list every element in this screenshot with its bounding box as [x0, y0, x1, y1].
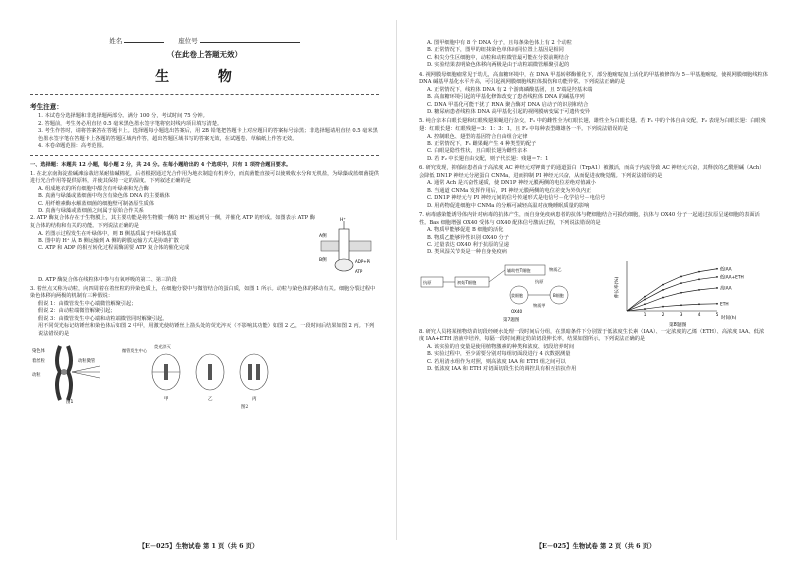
series-point [644, 296, 646, 298]
q2-option-d: D. ATP 酶复合体在线粒体中参与有氧呼吸的第二、第三阶段 [38, 277, 177, 284]
q1-option-d: D. 真菌与绿藻或蓝细菌之间属于原始合作关系 [38, 207, 144, 214]
series-point [662, 284, 664, 286]
name-blank [124, 42, 164, 43]
q6-option-a: A. 通常 Ach 是兴奋性递质，使 DN1P 神经元膜两侧的电位差绝对值减小 [427, 180, 596, 187]
chromosome-figure-1 [30, 342, 112, 404]
series-point [698, 289, 700, 291]
diagram-label-substance-a: 物质甲 [533, 302, 546, 308]
fig1-label-centromere: 着丝粒 [32, 359, 45, 365]
fig1-caption: 图1 [66, 400, 74, 405]
q3-hypothesis-3: 假说 3：由微管发生中心端和动粒端微管同时解聚引起。 [38, 315, 168, 322]
q7-option-b: B. 物质乙能够异性识别 OX40 分子 [427, 234, 509, 241]
fig2-label-quench: 荧光淬灭 [154, 344, 171, 350]
q4-option-c: C. DNA 甲基化可能干扰了 RNA 聚合酶对 DNA 启动子的识别和结合 [427, 101, 589, 108]
q3-option-c: C. 积尖分生区细胞中，动粒和动粒微管最可能在分裂前期结合 [427, 54, 569, 61]
atp-synthase-figure [317, 215, 379, 277]
series-point [644, 308, 646, 310]
q4-option-a: A. 正常情况下，线粒体 DNA 有 2 个游离磷酸基团，且 5'端是羟基末端 [427, 86, 593, 93]
fig-label-h: H⁺ [340, 218, 346, 224]
fig2-caption: 图2 [240, 405, 249, 411]
q7-option-a: A. 物质甲能够促进 B 细胞的活化 [427, 227, 504, 234]
q3-figures [30, 342, 379, 404]
q6-option-c: C. DN1P 神经元与 PI 神经元间的信号传递形式是电信号－化学信号－电信号 [427, 195, 606, 202]
q5-option-c: C. 白眼是隐性性状，且白眼长翅为雌性亲本 [427, 148, 528, 155]
diagram-label-antigen: 抗原 [423, 279, 432, 285]
chart-title: 第8题图 [669, 322, 687, 327]
q5-option-a: A. 控制眼色、翅型的基因符合自由组合定律 [427, 133, 528, 140]
name-label: 姓名 [109, 37, 123, 45]
q2-option-b: B. 图中的 H⁺ 从 B 侧运输到 A 侧的跨膜运输方式是协助扩散 [38, 237, 179, 244]
diagram-label-naive-t: 初始T细胞 [457, 279, 477, 285]
subject-title: 生 物 [155, 69, 254, 85]
note-1: 1. 本试卷分选择题和非选择题两部分。满分 100 分，考试时间 75 分钟。 [38, 113, 208, 119]
diagram-label-ox40: OX40 [511, 308, 523, 314]
q5-option-b: B. 正常情况下，F₁ 雌果蝇产生 4 种类型的配子 [427, 141, 537, 148]
notes-title: 考生注意： [30, 103, 63, 111]
section-1-title: 一、选择题：本题共 12 小题，每小题 2 分，共 24 分。在每小题给出的 4 个选项中，只有 1 项符合题目要求。 [30, 161, 292, 168]
x-tick-label: 4 [697, 311, 701, 317]
q2-block [30, 215, 379, 277]
page-right [397, 0, 794, 561]
series-point [662, 297, 664, 299]
series-point [698, 271, 700, 273]
immune-diagram [419, 257, 609, 323]
series-line [627, 269, 717, 311]
diagram-caption: 第7题图 [503, 317, 520, 323]
q4-stem: 4. 视网膜母细胞瘤常见于幼儿，高血糖环境中，在 DNA 甲基转移酶催化下，部分胞嘧啶加上活化的甲基被修饰为 5－甲基胞嘧啶，使视网膜细胞线粒体 DNA 碱基甲基化水平升高，可引起视网膜细胞线粒体损伤和功能异常。下列说法正确的是 [419, 71, 768, 86]
series-point [698, 278, 700, 280]
q6-option-b: B. 当通道 CNMa 发挥作用后，PI 神经元膜两侧的电位差变为外负内正 [427, 187, 592, 194]
note-3: 3. 考生作答时，请将答案答在答题卡上。选择题每小题选出答案后，用 2B 铅笔把答题卡上对应题目的答案标号涂黑；非选择题请用直径 0.5 毫米黑色墨水签字笔在答题卡上各题的答题区域内作答，超出答题区域书写的答案无效，在试题卷、草稿纸上作答无效。 [38, 128, 378, 142]
series-point [680, 292, 682, 294]
series-point [680, 282, 682, 284]
series-point [662, 306, 664, 308]
diagram-label-plasma-cell: 浆细胞 [511, 292, 523, 298]
q8-option-d: D. 低浓度 IAA 和 ETH 对切面切段生长的调控具有相互拮抗作用 [427, 366, 577, 373]
q2-option-c: C. ATP 和 ADP 的相互转化过程需酶需要 ATP 复合体的催化完成 [38, 245, 190, 252]
q5-option-d: D. 若 F₂ 中长翅自由交配，则子代长翅：残翅＝7：1 [427, 155, 549, 162]
q2-option-a: A. 若图示过程发生在叶绿体中，则 B 侧基质属于叶绿体基质 [38, 230, 177, 237]
q8-stem: 8. 研究人员将某植物幼苗切段经硬水处理一段时间后分组，在黑暗条件下分别置于低浓度生长素（IAA）、一定浓度的乙烯（ETH）、高浓度 IAA、低浓度 IAA+ETH 溶液中培养，每隔一段时间测定幼苗切段伸长率，结果如图所示。下列说法正确的是 [419, 328, 765, 343]
q1-option-a: A. 组成地衣的所有细胞中都含有叶绿素和光合酶 [38, 185, 149, 192]
fig-label-b-side: B侧 [319, 258, 327, 264]
seat-label: 座位号 [178, 37, 198, 45]
q1-option-b: B. 真菌与绿藻或蓝细菌中均含有染色体 DNA 的主要载体 [38, 193, 170, 200]
series-label: 低IAA [720, 267, 732, 273]
q7-stem: 7. 病毒感染能诱导体内针对病毒的抗体产生，而自身免疫病患者的抗体与靶细胞结合可损伤细胞，抗体与 OX40 分子一起通过抗原呈递细胞的表面活性。Bas 细胞增强 OX40 受体与 OX40 配体信号激活过程，下列说法错误的是 [419, 212, 760, 226]
series-line [627, 304, 717, 311]
fig2-label-jia: 甲 [164, 397, 169, 403]
series-point [680, 275, 682, 277]
q3-hypothesis-1: 假说 1：由微管发生中心端微管解聚引起； [38, 300, 137, 307]
seat-blank [200, 42, 300, 43]
q3-option-d: D. 实验结果表明染色体移向两极是由于动粒端微管解聚引起的 [427, 62, 570, 69]
note-4: 4. 本卷命题范围：高考范围。 [38, 143, 107, 150]
q5-stem: 5. 纯合亲本白眼长翅和红眼残翅果蝇进行杂交，F₁ 中的雌性全为红眼长翅，雄性全为白眼长翅。若 F₁ 中的个体自由交配，F₂ 表现为白眼长翅：白眼残翅：红眼长翅：红眼残翅＝3：1：3：1，且 F₂ 中每种表型雌雄各一半。下列说法错误的是 [419, 118, 766, 133]
diagram-label-substance-b: 物质乙 [549, 266, 562, 272]
series-label: ETH [720, 302, 729, 308]
fig1-label-chromosome: 染色体 [32, 349, 45, 355]
q3-option-a: A. 图甲细胞中有 8 个 DNA 分子，且每条染色体上有 2 个动粒 [427, 40, 572, 46]
q3-hypothesis-2: 假说 2：由动粒端微管解聚引起； [38, 308, 116, 315]
series-line [627, 288, 717, 311]
fig2-label-yi: 乙 [208, 397, 213, 403]
diagram-label-b-cell: B细胞 [553, 292, 564, 298]
fig2-label-bing: 丙 [252, 397, 257, 403]
x-tick-label: 1 [643, 311, 647, 317]
notice: （在此卷上答题无效） [167, 50, 242, 59]
q4-option-b: B. 高血糖环境引起的甲基化修饰改变了患者线粒体 DNA 的碱基序列 [427, 94, 585, 101]
fig-label-atp: ATP [355, 269, 363, 275]
series-label: 低IAA+ETH [720, 275, 744, 281]
q3-stem-2: 用不同荧光标记纺锤丝和染色体后如图 2 中甲，用激光使纺锤丝上箭头处的荧光淬灭（不影响其功能）如图 2 乙，一段时间后结果如图 2 丙。下列说法错误的是 [38, 323, 375, 337]
q6-option-d: D. 用药物促进细胞中 CNMa 的分解可减轻高温对夜晚睡眠质量的影响 [427, 202, 590, 209]
fig1-label-kinetochore: 动粒 [32, 373, 41, 379]
series-point [644, 303, 646, 305]
footer-left: 【E－025】生物试卷 第 1 页（共 6 页） [138, 543, 259, 550]
q4-option-d: D. 糖尿病患者线粒体 DNA 高甲基化引起的视网膜病变属于可遗传变异 [427, 109, 591, 116]
fig2-label-mtoc: 微管发生中心 [122, 348, 148, 354]
series-point [716, 268, 718, 270]
diagram-label-helper-t: 辅助性T细胞 [507, 267, 531, 273]
q1-option-c: C. 用纤维素酶水解蓝细菌的细胞壁可制备原生质体 [38, 200, 155, 207]
fig1-label-microtubule: 动粒微管 [78, 359, 96, 365]
dashed-divider [30, 94, 379, 95]
q8-option-b: B. 实验过程中，至少需要分别对每组切面段进行 4 次数据测量 [427, 351, 571, 358]
series-point [716, 303, 718, 305]
q8-option-a: A. 该实验的自变量是使用植物激素的种类和浓度、切段培养时间 [427, 344, 575, 351]
q7-option-d: D. 类风湿关节炎是一种自身免疫病 [427, 249, 507, 256]
series-point [716, 287, 718, 289]
q8-option-c: C. 若用清水组作为对照，则高浓度 IAA 和 ETH 组之间可以 [427, 358, 566, 365]
series-point [644, 298, 646, 300]
dashed-divider-2 [30, 155, 379, 156]
diagram-label-antigen-2: 抗原 [535, 278, 544, 284]
series-point [716, 276, 718, 278]
series-point [680, 304, 682, 306]
q3-option-b: B. 正常情况下，图甲的纽抹染色单体间同位置上基因是相同 [427, 47, 564, 54]
figures-row [419, 257, 768, 327]
chart-x-label: 时间(h) [721, 315, 737, 321]
fig-label-adp: ADP+Pi [355, 259, 371, 265]
x-tick-label: 5 [715, 311, 719, 317]
q6-stem: 6. 研究发现，抑郁症患者由于高浓度 AC 神经元对钾离子的通道蛋白（TrpA1）被激活，而高于内流导致 AC 神经元兴奋，其释放的乙酰胆碱（Ach）会降低 DN1P 神经元分泌蛋白 CNMa，进而抑制 PI 神经元兴奋，从而促进夜晚觉醒。下列说法错误的是 [419, 165, 765, 179]
q7-option-c: C. 过量表达 OX40 利于抗原的呈递 [427, 242, 509, 249]
x-tick-label: 2 [661, 311, 665, 317]
fig-label-a-side: A侧 [319, 234, 327, 240]
q3-stem: 3. 着丝点又称为动粒，向四周着在着丝粒的异染色质上，在细胞分裂中与微管结合的蛋白质，如图 1 所示。动粒与染色体的移动有关。细胞分裂过程中染色体移向两极的机制有三种假说： [30, 285, 376, 300]
q1-stem: 1. 在北京南海淀盐碱滩涂栽培某耐盐碱棉花，后者根据通过光合作用为地衣制造有机养分，而真菌能直接可以使吸收水分和无机盐，为绿藻或蓝细菌提供进行光合作用等提供原料，并使其保持一定的湿度。下列叙述正确的是 [30, 170, 379, 185]
elongation-chart [613, 257, 753, 327]
footer-right: 【E－025】生物试卷 第 2 页（共 6 页） [535, 543, 656, 550]
q2-stem: 2. ATP 酶复合体存在于生物膜上，其主要功能是将生物膜一侧的 H⁺ 搬运到另一侧，并催化 ATP 的形成。如图表示 ATP 酶复合体的结构和有关的功能。下列说法正确的是 [30, 215, 315, 229]
x-tick-label: 3 [679, 311, 683, 317]
note-2: 2. 答题前，考生务必用直径 0.5 毫米黑色墨水签字笔将密封线内项目填写清楚。 [38, 120, 223, 127]
spindle-figure-2 [122, 342, 282, 404]
series-point [662, 289, 664, 291]
header-fields [30, 36, 379, 45]
chart-y-label: 伸长率(%) [615, 276, 620, 298]
series-label: 高IAA [720, 286, 732, 292]
series-point [698, 303, 700, 305]
